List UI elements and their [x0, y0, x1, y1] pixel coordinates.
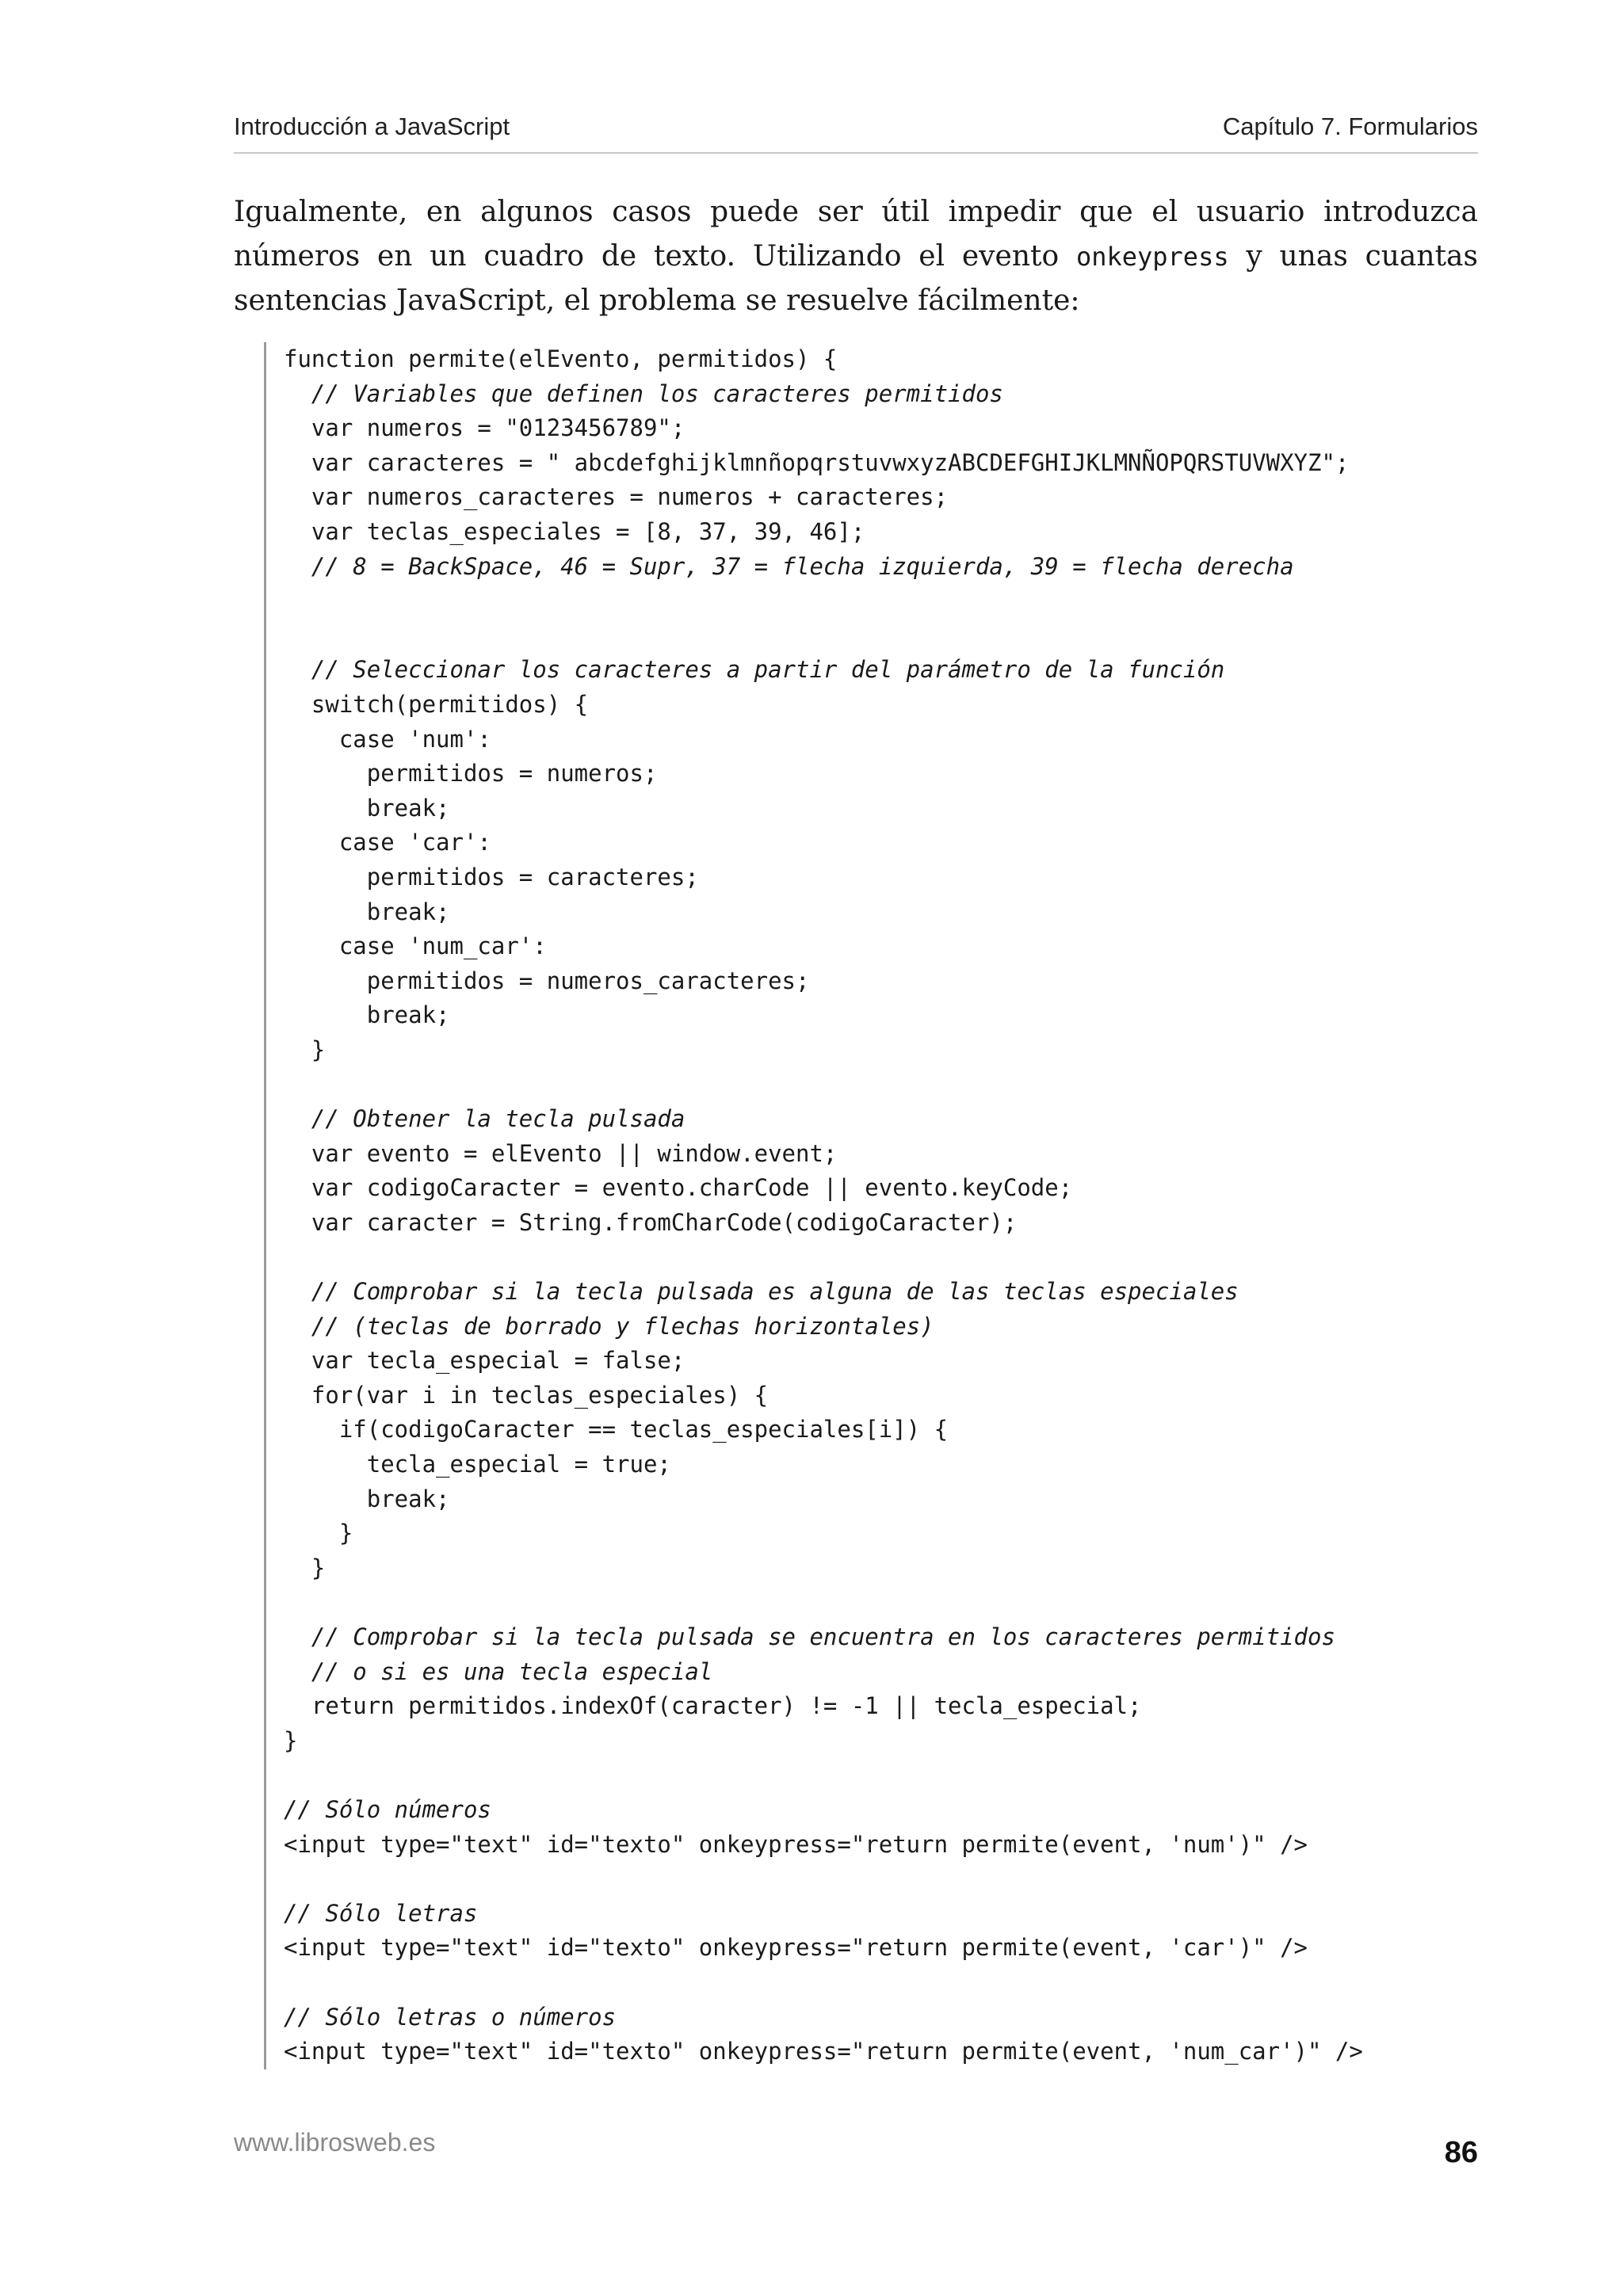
code-line: var evento = elEvento || window.event; [284, 1139, 838, 1167]
intro-text-after: y unas cuantas sentencias JavaScript, el problema se resuelve fácilmente: [234, 240, 1478, 317]
code-line: case 'num_car': [284, 933, 547, 960]
header-book-title: Introducción a JavaScript [234, 113, 510, 140]
code-line: permitidos = numeros_caracteres; [284, 967, 810, 994]
code-line: function permite(elEvento, permitidos) { [284, 345, 838, 372]
code-lines [284, 342, 1363, 2069]
code-line: switch(permitidos) { [284, 690, 589, 718]
code-comment-line: // Obtener la tecla pulsada [284, 1105, 685, 1133]
code-comment-line: // Sólo letras o números [284, 2003, 617, 2031]
code-comment-line: // 8 = BackSpace, 46 = Supr, 37 = flecha izquierda, 39 = flecha derecha [284, 552, 1294, 580]
code-line: } [284, 1726, 298, 1754]
code-line: return permitidos.indexOf(caracter) != -1 || tecla_especial; [284, 1692, 1142, 1720]
code-line: var numeros_caracteres = numeros + caracteres; [284, 483, 949, 511]
code-line: case 'num': [284, 725, 491, 753]
code-line: break; [284, 794, 450, 822]
code-line: } [284, 1035, 326, 1063]
code-line: if(codigoCaracter == teclas_especiales[i]) { [284, 1416, 949, 1444]
intro-inline-code: onkeypress [1075, 242, 1229, 272]
page-header [234, 108, 1478, 154]
code-listing [264, 342, 1479, 2069]
code-comment-line: // Sólo números [284, 1795, 491, 1823]
code-line: } [284, 1520, 353, 1547]
code-line: var caracter = String.fromCharCode(codigoCaracter); [284, 1208, 1018, 1236]
code-line: case 'car': [284, 829, 491, 856]
code-line: break; [284, 1001, 450, 1029]
code-line: tecla_especial = true; [284, 1451, 671, 1478]
code-comment-line: // o si es una tecla especial [284, 1657, 713, 1685]
code-line: permitidos = numeros; [284, 760, 658, 788]
code-line: for(var i in teclas_especiales) { [284, 1381, 769, 1409]
code-comment-line: // Comprobar si la tecla pulsada se encuentra en los caracteres permitidos [284, 1623, 1335, 1650]
code-line [284, 1758, 1363, 1793]
code-comment-line: // Seleccionar los caracteres a partir del parámetro de la función [284, 656, 1225, 684]
code-comment-line: // Variables que definen los caracteres permitidos [284, 379, 1003, 407]
code-comment-line: // (teclas de borrado y flechas horizontales) [284, 1312, 934, 1340]
code-line: var caracteres = " abcdefghijklmnñopqrstuvwxyzABCDEFGHIJKLMNÑOPQRSTUVWXYZ"; [284, 448, 1350, 476]
code-line: var teclas_especiales = [8, 37, 39, 46]; [284, 517, 865, 545]
code-line: } [284, 1554, 326, 1581]
code-line [284, 1067, 1363, 1102]
code-line: <input type="text" id="texto" onkeypress="return permite(event, 'num')" /> [284, 1830, 1308, 1858]
footer-website-url: www.librosweb.es [234, 2128, 436, 2157]
page-number: 86 [1444, 2136, 1478, 2169]
code-line [284, 1966, 1363, 2000]
code-line: var codigoCaracter = evento.charCode || evento.keyCode; [284, 1174, 1073, 1202]
code-line [284, 1240, 1363, 1275]
intro-paragraph [234, 190, 1478, 323]
intro-text-before: Igualmente, en algunos casos puede ser útil impedir que el usuario introduzca números en un cuadro de texto. Utilizando el evento [234, 196, 1478, 273]
code-comment-line: // Comprobar si la tecla pulsada es alguna de las teclas especiales [284, 1278, 1239, 1306]
code-line [284, 619, 1363, 654]
code-line: permitidos = caracteres; [284, 863, 699, 891]
code-line: break; [284, 898, 450, 925]
code-line [284, 584, 1363, 619]
code-line [284, 1585, 1363, 1620]
code-line [284, 1862, 1363, 1897]
header-chapter-title: Capítulo 7. Formularios [1222, 113, 1478, 140]
code-comment-line: // Sólo letras [284, 1899, 478, 1927]
code-line: var tecla_especial = false; [284, 1347, 685, 1375]
code-line: <input type="text" id="texto" onkeypress="return permite(event, 'car')" /> [284, 1934, 1308, 1962]
code-line: break; [284, 1485, 450, 1512]
code-line: var numeros = "0123456789"; [284, 414, 685, 442]
code-line: <input type="text" id="texto" onkeypress="return permite(event, 'num_car')" /> [284, 2038, 1363, 2065]
